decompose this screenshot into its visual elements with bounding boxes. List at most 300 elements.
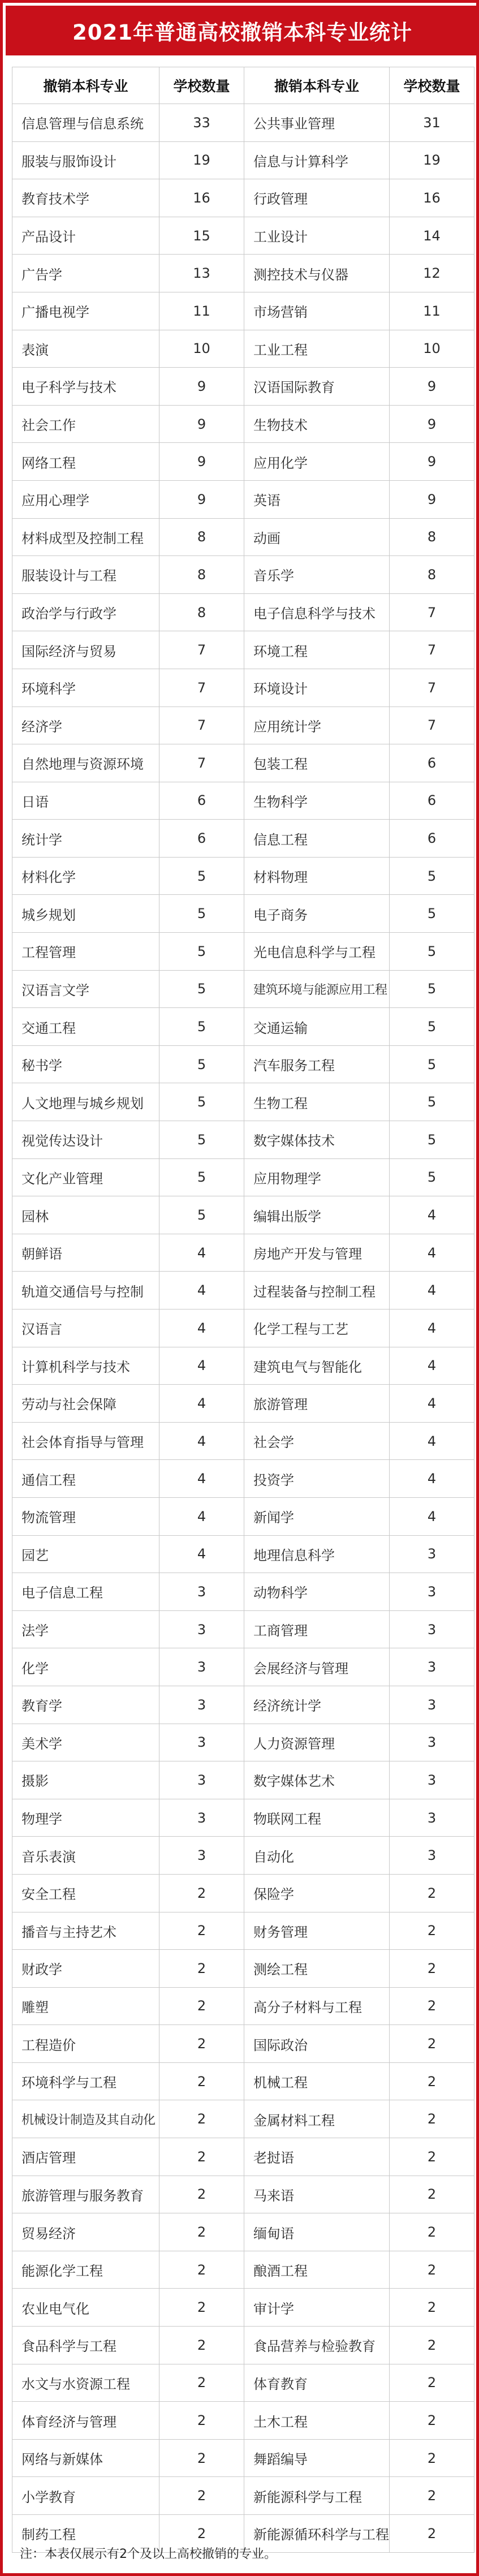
school-count-right: 3: [390, 1837, 474, 1875]
major-name-left: 材料成型及控制工程: [12, 518, 159, 556]
table-row: [12, 2364, 474, 2402]
school-count-left: 3: [159, 1724, 244, 1761]
major-name-right: 应用物理学: [244, 1158, 390, 1196]
school-count-right: 4: [390, 1460, 474, 1498]
school-count-right: 5: [390, 1083, 474, 1121]
table-row: [12, 1497, 474, 1535]
school-count-right: 5: [390, 1045, 474, 1083]
school-count-right: 4: [390, 1234, 474, 1272]
major-name-left: 交通工程: [12, 1008, 159, 1046]
school-count-right: 4: [390, 1272, 474, 1309]
major-name-right: 生物工程: [244, 1083, 390, 1121]
school-count-left: 8: [159, 518, 244, 556]
table-row: [12, 556, 474, 594]
school-count-right: 2: [390, 2138, 474, 2176]
school-count-right: 3: [390, 1686, 474, 1724]
major-name-right: 光电信息科学与工程: [244, 933, 390, 971]
major-name-left: 电子科学与技术: [12, 368, 159, 406]
major-name-left: 政治学与行政学: [12, 593, 159, 631]
revoked-majors-table: [12, 67, 474, 2553]
school-count-right: 4: [390, 1422, 474, 1460]
school-count-left: 2: [159, 2477, 244, 2515]
major-name-left: 汉语言文学: [12, 970, 159, 1008]
school-count-left: 2: [159, 2138, 244, 2176]
major-name-right: 机械工程: [244, 2062, 390, 2100]
school-count-right: 7: [390, 593, 474, 631]
major-name-left: 环境科学与工程: [12, 2062, 159, 2100]
major-name-right: 市场营销: [244, 292, 390, 330]
school-count-left: 2: [159, 2176, 244, 2213]
school-count-left: 2: [159, 2062, 244, 2100]
major-name-left: 物流管理: [12, 1497, 159, 1535]
major-name-right: 交通运输: [244, 1008, 390, 1046]
school-count-right: 2: [390, 2364, 474, 2402]
major-name-left: 经济学: [12, 707, 159, 744]
table-row: [12, 2138, 474, 2176]
major-name-right: 过程装备与控制工程: [244, 1272, 390, 1309]
school-count-left: 5: [159, 970, 244, 1008]
table-row: [12, 2289, 474, 2327]
school-count-left: 16: [159, 179, 244, 217]
major-name-left: 安全工程: [12, 1874, 159, 1912]
table-row: [12, 330, 474, 368]
table-row: [12, 2251, 474, 2289]
school-count-right: 3: [390, 1761, 474, 1799]
table-row: [12, 2176, 474, 2213]
school-count-right: 2: [390, 2327, 474, 2364]
school-count-right: 2: [390, 2289, 474, 2327]
major-name-left: 人文地理与城乡规划: [12, 1083, 159, 1121]
school-count-right: 14: [390, 217, 474, 255]
major-name-right: 建筑环境与能源应用工程: [244, 970, 390, 1008]
table-row: [12, 2327, 474, 2364]
major-name-right: 自动化: [244, 1837, 390, 1875]
major-name-right: 物联网工程: [244, 1799, 390, 1837]
major-name-left: 机械设计制造及其自动化: [12, 2100, 159, 2138]
major-name-right: 材料物理: [244, 857, 390, 895]
table-row: [12, 1837, 474, 1875]
major-name-left: 法学: [12, 1610, 159, 1648]
school-count-right: 3: [390, 1535, 474, 1573]
table-row: [12, 1573, 474, 1611]
major-name-right: 经济统计学: [244, 1686, 390, 1724]
major-name-right: 电子信息科学与技术: [244, 593, 390, 631]
major-name-left: 材料化学: [12, 857, 159, 895]
table-row: [12, 368, 474, 406]
major-name-right: 工商管理: [244, 1610, 390, 1648]
major-name-right: 新闻学: [244, 1497, 390, 1535]
school-count-left: 3: [159, 1799, 244, 1837]
school-count-left: 6: [159, 782, 244, 820]
table-row: [12, 1158, 474, 1196]
major-name-left: 财政学: [12, 1950, 159, 1988]
major-name-left: 体育经济与管理: [12, 2402, 159, 2440]
major-name-left: 广告学: [12, 255, 159, 292]
school-count-right: 2: [390, 1912, 474, 1950]
table-row: [12, 820, 474, 858]
major-name-right: 老挝语: [244, 2138, 390, 2176]
major-name-right: 国际政治: [244, 2025, 390, 2063]
major-name-left: 城乡规划: [12, 895, 159, 933]
table-row: [12, 104, 474, 142]
school-count-right: 4: [390, 1309, 474, 1347]
major-name-right: 应用统计学: [244, 707, 390, 744]
table-row: [12, 2100, 474, 2138]
major-name-right: 社会学: [244, 1422, 390, 1460]
school-count-left: 9: [159, 443, 244, 481]
major-name-left: 能源化学工程: [12, 2251, 159, 2289]
major-name-right: 环境工程: [244, 631, 390, 669]
school-count-left: 4: [159, 1272, 244, 1309]
school-count-left: 5: [159, 857, 244, 895]
major-name-left: 教育学: [12, 1686, 159, 1724]
major-name-right: 审计学: [244, 2289, 390, 2327]
major-name-right: 舞蹈编导: [244, 2439, 390, 2477]
footnote: 注：本表仅展示有2个及以上高校撤销的专业。: [20, 2547, 277, 2561]
school-count-left: 2: [159, 2364, 244, 2402]
major-name-left: 轨道交通信号与控制: [12, 1272, 159, 1309]
school-count-left: 3: [159, 1573, 244, 1611]
major-name-left: 日语: [12, 782, 159, 820]
major-name-right: 信息工程: [244, 820, 390, 858]
major-name-right: 建筑电气与智能化: [244, 1347, 390, 1385]
school-count-right: 6: [390, 820, 474, 858]
table-row: [12, 1347, 474, 1385]
school-count-right: 3: [390, 1648, 474, 1686]
major-name-left: 园艺: [12, 1535, 159, 1573]
major-name-right: 包装工程: [244, 744, 390, 782]
major-name-right: 生物技术: [244, 405, 390, 443]
school-count-right: 5: [390, 1008, 474, 1046]
school-count-left: 2: [159, 1950, 244, 1988]
school-count-right: 2: [390, 2402, 474, 2440]
school-count-left: 11: [159, 292, 244, 330]
school-count-right: 4: [390, 1497, 474, 1535]
table-row: [12, 2062, 474, 2100]
major-name-left: 表演: [12, 330, 159, 368]
school-count-left: 2: [159, 2439, 244, 2477]
table-row: [12, 1724, 474, 1761]
major-name-right: 测控技术与仪器: [244, 255, 390, 292]
school-count-left: 5: [159, 933, 244, 971]
school-count-right: 2: [390, 2213, 474, 2251]
major-name-left: 国际经济与贸易: [12, 631, 159, 669]
school-count-left: 6: [159, 820, 244, 858]
school-count-left: 10: [159, 330, 244, 368]
major-name-left: 水文与水资源工程: [12, 2364, 159, 2402]
major-name-left: 服装与服饰设计: [12, 141, 159, 179]
table-row: [12, 405, 474, 443]
school-count-left: 33: [159, 104, 244, 142]
major-name-left: 化学: [12, 1648, 159, 1686]
major-name-right: 人力资源管理: [244, 1724, 390, 1761]
school-count-right: 19: [390, 141, 474, 179]
school-count-left: 8: [159, 556, 244, 594]
school-count-left: 13: [159, 255, 244, 292]
school-count-right: 8: [390, 556, 474, 594]
school-count-right: 6: [390, 744, 474, 782]
school-count-right: 9: [390, 480, 474, 518]
major-name-left: 农业电气化: [12, 2289, 159, 2327]
major-name-left: 美术学: [12, 1724, 159, 1761]
major-name-left: 社会工作: [12, 405, 159, 443]
school-count-right: 9: [390, 405, 474, 443]
school-count-right: 12: [390, 255, 474, 292]
school-count-left: 2: [159, 1987, 244, 2025]
school-count-right: 5: [390, 970, 474, 1008]
major-name-left: 网络与新媒体: [12, 2439, 159, 2477]
table-row: [12, 1385, 474, 1423]
major-name-left: 应用心理学: [12, 480, 159, 518]
school-count-left: 5: [159, 1158, 244, 1196]
major-name-left: 统计学: [12, 820, 159, 858]
school-count-left: 2: [159, 2100, 244, 2138]
major-name-left: 环境科学: [12, 669, 159, 707]
school-count-left: 3: [159, 1686, 244, 1724]
school-count-left: 9: [159, 368, 244, 406]
school-count-left: 5: [159, 895, 244, 933]
school-count-right: 3: [390, 1610, 474, 1648]
table-row: [12, 255, 474, 292]
major-name-right: 汉语国际教育: [244, 368, 390, 406]
major-name-left: 汉语言: [12, 1309, 159, 1347]
school-count-left: 2: [159, 2213, 244, 2251]
school-count-right: 2: [390, 2251, 474, 2289]
table-row: [12, 707, 474, 744]
table-row: [12, 480, 474, 518]
table-row: [12, 1610, 474, 1648]
major-name-right: 工业工程: [244, 330, 390, 368]
school-count-right: 4: [390, 1196, 474, 1234]
school-count-right: 7: [390, 669, 474, 707]
major-name-left: 文化产业管理: [12, 1158, 159, 1196]
major-name-left: 朝鲜语: [12, 1234, 159, 1272]
major-name-right: 化学工程与工艺: [244, 1309, 390, 1347]
table-row: [12, 1950, 474, 1988]
school-count-left: 4: [159, 1385, 244, 1423]
table-row: [12, 2025, 474, 2063]
table-row: [12, 1234, 474, 1272]
school-count-right: 2: [390, 1950, 474, 1988]
school-count-right: 3: [390, 1573, 474, 1611]
major-name-right: 动画: [244, 518, 390, 556]
school-count-right: 2: [390, 2176, 474, 2213]
major-name-right: 旅游管理: [244, 1385, 390, 1423]
major-name-left: 计算机科学与技术: [12, 1347, 159, 1385]
school-count-right: 2: [390, 2025, 474, 2063]
table-row: [12, 669, 474, 707]
school-count-left: 4: [159, 1309, 244, 1347]
school-count-left: 5: [159, 1196, 244, 1234]
major-name-left: 音乐表演: [12, 1837, 159, 1875]
major-name-right: 投资学: [244, 1460, 390, 1498]
school-count-right: 5: [390, 857, 474, 895]
school-count-left: 9: [159, 480, 244, 518]
school-count-right: 2: [390, 1987, 474, 2025]
table-row: [12, 1648, 474, 1686]
major-name-left: 制药工程: [12, 2515, 159, 2553]
major-name-right: 高分子材料与工程: [244, 1987, 390, 2025]
major-name-right: 测绘工程: [244, 1950, 390, 1988]
table-row: [12, 1460, 474, 1498]
major-name-left: 食品科学与工程: [12, 2327, 159, 2364]
school-count-right: 5: [390, 1121, 474, 1159]
major-name-left: 服装设计与工程: [12, 556, 159, 594]
header-major-right: 撤销本科专业: [244, 67, 390, 104]
table-row: [12, 1422, 474, 1460]
school-count-right: 3: [390, 1799, 474, 1837]
major-name-right: 动物科学: [244, 1573, 390, 1611]
school-count-left: 2: [159, 1874, 244, 1912]
table-row: [12, 2477, 474, 2515]
major-name-right: 保险学: [244, 1874, 390, 1912]
table-row: [12, 1309, 474, 1347]
major-name-left: 贸易经济: [12, 2213, 159, 2251]
table-row: [12, 1196, 474, 1234]
school-count-left: 3: [159, 1610, 244, 1648]
major-name-left: 教育技术学: [12, 179, 159, 217]
major-name-left: 园林: [12, 1196, 159, 1234]
table-row: [12, 1874, 474, 1912]
table-row: [12, 744, 474, 782]
school-count-right: 3: [390, 1724, 474, 1761]
major-name-right: 生物科学: [244, 782, 390, 820]
table-row: [12, 933, 474, 971]
table-row: [12, 1083, 474, 1121]
table-row: [12, 782, 474, 820]
school-count-left: 2: [159, 2515, 244, 2553]
major-name-right: 马来语: [244, 2176, 390, 2213]
school-count-right: 2: [390, 2439, 474, 2477]
school-count-left: 5: [159, 1083, 244, 1121]
major-name-right: 环境设计: [244, 669, 390, 707]
school-count-left: 2: [159, 1912, 244, 1950]
school-count-left: 4: [159, 1497, 244, 1535]
table-row: [12, 1535, 474, 1573]
school-count-left: 2: [159, 2327, 244, 2364]
school-count-left: 7: [159, 669, 244, 707]
major-name-right: 会展经济与管理: [244, 1648, 390, 1686]
major-name-right: 电子商务: [244, 895, 390, 933]
school-count-left: 2: [159, 2402, 244, 2440]
major-name-left: 小学教育: [12, 2477, 159, 2515]
header-count-right: 学校数量: [390, 67, 474, 104]
major-name-right: 编辑出版学: [244, 1196, 390, 1234]
school-count-right: 31: [390, 104, 474, 142]
major-name-right: 金属材料工程: [244, 2100, 390, 2138]
major-name-left: 物理学: [12, 1799, 159, 1837]
table-row: [12, 1045, 474, 1083]
school-count-left: 3: [159, 1761, 244, 1799]
school-count-right: 2: [390, 2477, 474, 2515]
major-name-left: 摄影: [12, 1761, 159, 1799]
major-name-right: 土木工程: [244, 2402, 390, 2440]
school-count-right: 5: [390, 895, 474, 933]
major-name-right: 食品营养与检验教育: [244, 2327, 390, 2364]
major-name-right: 体育教育: [244, 2364, 390, 2402]
school-count-left: 5: [159, 1008, 244, 1046]
table-row: [12, 970, 474, 1008]
school-count-left: 2: [159, 2025, 244, 2063]
major-name-left: 通信工程: [12, 1460, 159, 1498]
major-name-right: 数字媒体技术: [244, 1121, 390, 1159]
school-count-left: 8: [159, 593, 244, 631]
table-row: [12, 292, 474, 330]
table-row: [12, 1008, 474, 1046]
table-row: [12, 443, 474, 481]
school-count-left: 4: [159, 1422, 244, 1460]
school-count-right: 9: [390, 368, 474, 406]
school-count-left: 4: [159, 1234, 244, 1272]
table-row: [12, 141, 474, 179]
school-count-left: 5: [159, 1121, 244, 1159]
page-title: 2021年普通高校撤销本科专业统计: [6, 6, 479, 55]
school-count-left: 3: [159, 1648, 244, 1686]
table-row: [12, 2439, 474, 2477]
table-body: [12, 104, 474, 2553]
major-name-right: 酿酒工程: [244, 2251, 390, 2289]
major-name-right: 英语: [244, 480, 390, 518]
school-count-right: 9: [390, 443, 474, 481]
school-count-left: 7: [159, 744, 244, 782]
table-row: [12, 217, 474, 255]
table-row: [12, 179, 474, 217]
major-name-left: 视觉传达设计: [12, 1121, 159, 1159]
school-count-left: 4: [159, 1460, 244, 1498]
major-name-left: 产品设计: [12, 217, 159, 255]
major-name-left: 自然地理与资源环境: [12, 744, 159, 782]
school-count-left: 4: [159, 1535, 244, 1573]
major-name-left: 社会体育指导与管理: [12, 1422, 159, 1460]
school-count-left: 7: [159, 707, 244, 744]
major-name-left: 信息管理与信息系统: [12, 104, 159, 142]
table-row: [12, 1799, 474, 1837]
table-row: [12, 1912, 474, 1950]
school-count-left: 15: [159, 217, 244, 255]
major-name-left: 网络工程: [12, 443, 159, 481]
major-name-left: 广播电视学: [12, 292, 159, 330]
school-count-right: 2: [390, 2100, 474, 2138]
school-count-right: 7: [390, 707, 474, 744]
major-name-right: 新能源科学与工程: [244, 2477, 390, 2515]
major-name-right: 音乐学: [244, 556, 390, 594]
major-name-right: 数字媒体艺术: [244, 1761, 390, 1799]
school-count-right: 5: [390, 1158, 474, 1196]
major-name-left: 电子信息工程: [12, 1573, 159, 1611]
major-name-left: 劳动与社会保障: [12, 1385, 159, 1423]
school-count-left: 3: [159, 1837, 244, 1875]
school-count-right: 4: [390, 1347, 474, 1385]
school-count-left: 5: [159, 1045, 244, 1083]
table-row: [12, 1686, 474, 1724]
school-count-right: 6: [390, 782, 474, 820]
major-name-right: 财务管理: [244, 1912, 390, 1950]
table-row: [12, 1987, 474, 2025]
table-row: [12, 857, 474, 895]
table-row: [12, 1272, 474, 1309]
table-row: [12, 895, 474, 933]
school-count-left: 4: [159, 1347, 244, 1385]
major-name-right: 汽车服务工程: [244, 1045, 390, 1083]
major-name-left: 雕塑: [12, 1987, 159, 2025]
school-count-left: 19: [159, 141, 244, 179]
major-name-left: 酒店管理: [12, 2138, 159, 2176]
major-name-left: 旅游管理与服务教育: [12, 2176, 159, 2213]
school-count-right: 7: [390, 631, 474, 669]
table-row: [12, 593, 474, 631]
major-name-left: 秘书学: [12, 1045, 159, 1083]
school-count-left: 2: [159, 2251, 244, 2289]
